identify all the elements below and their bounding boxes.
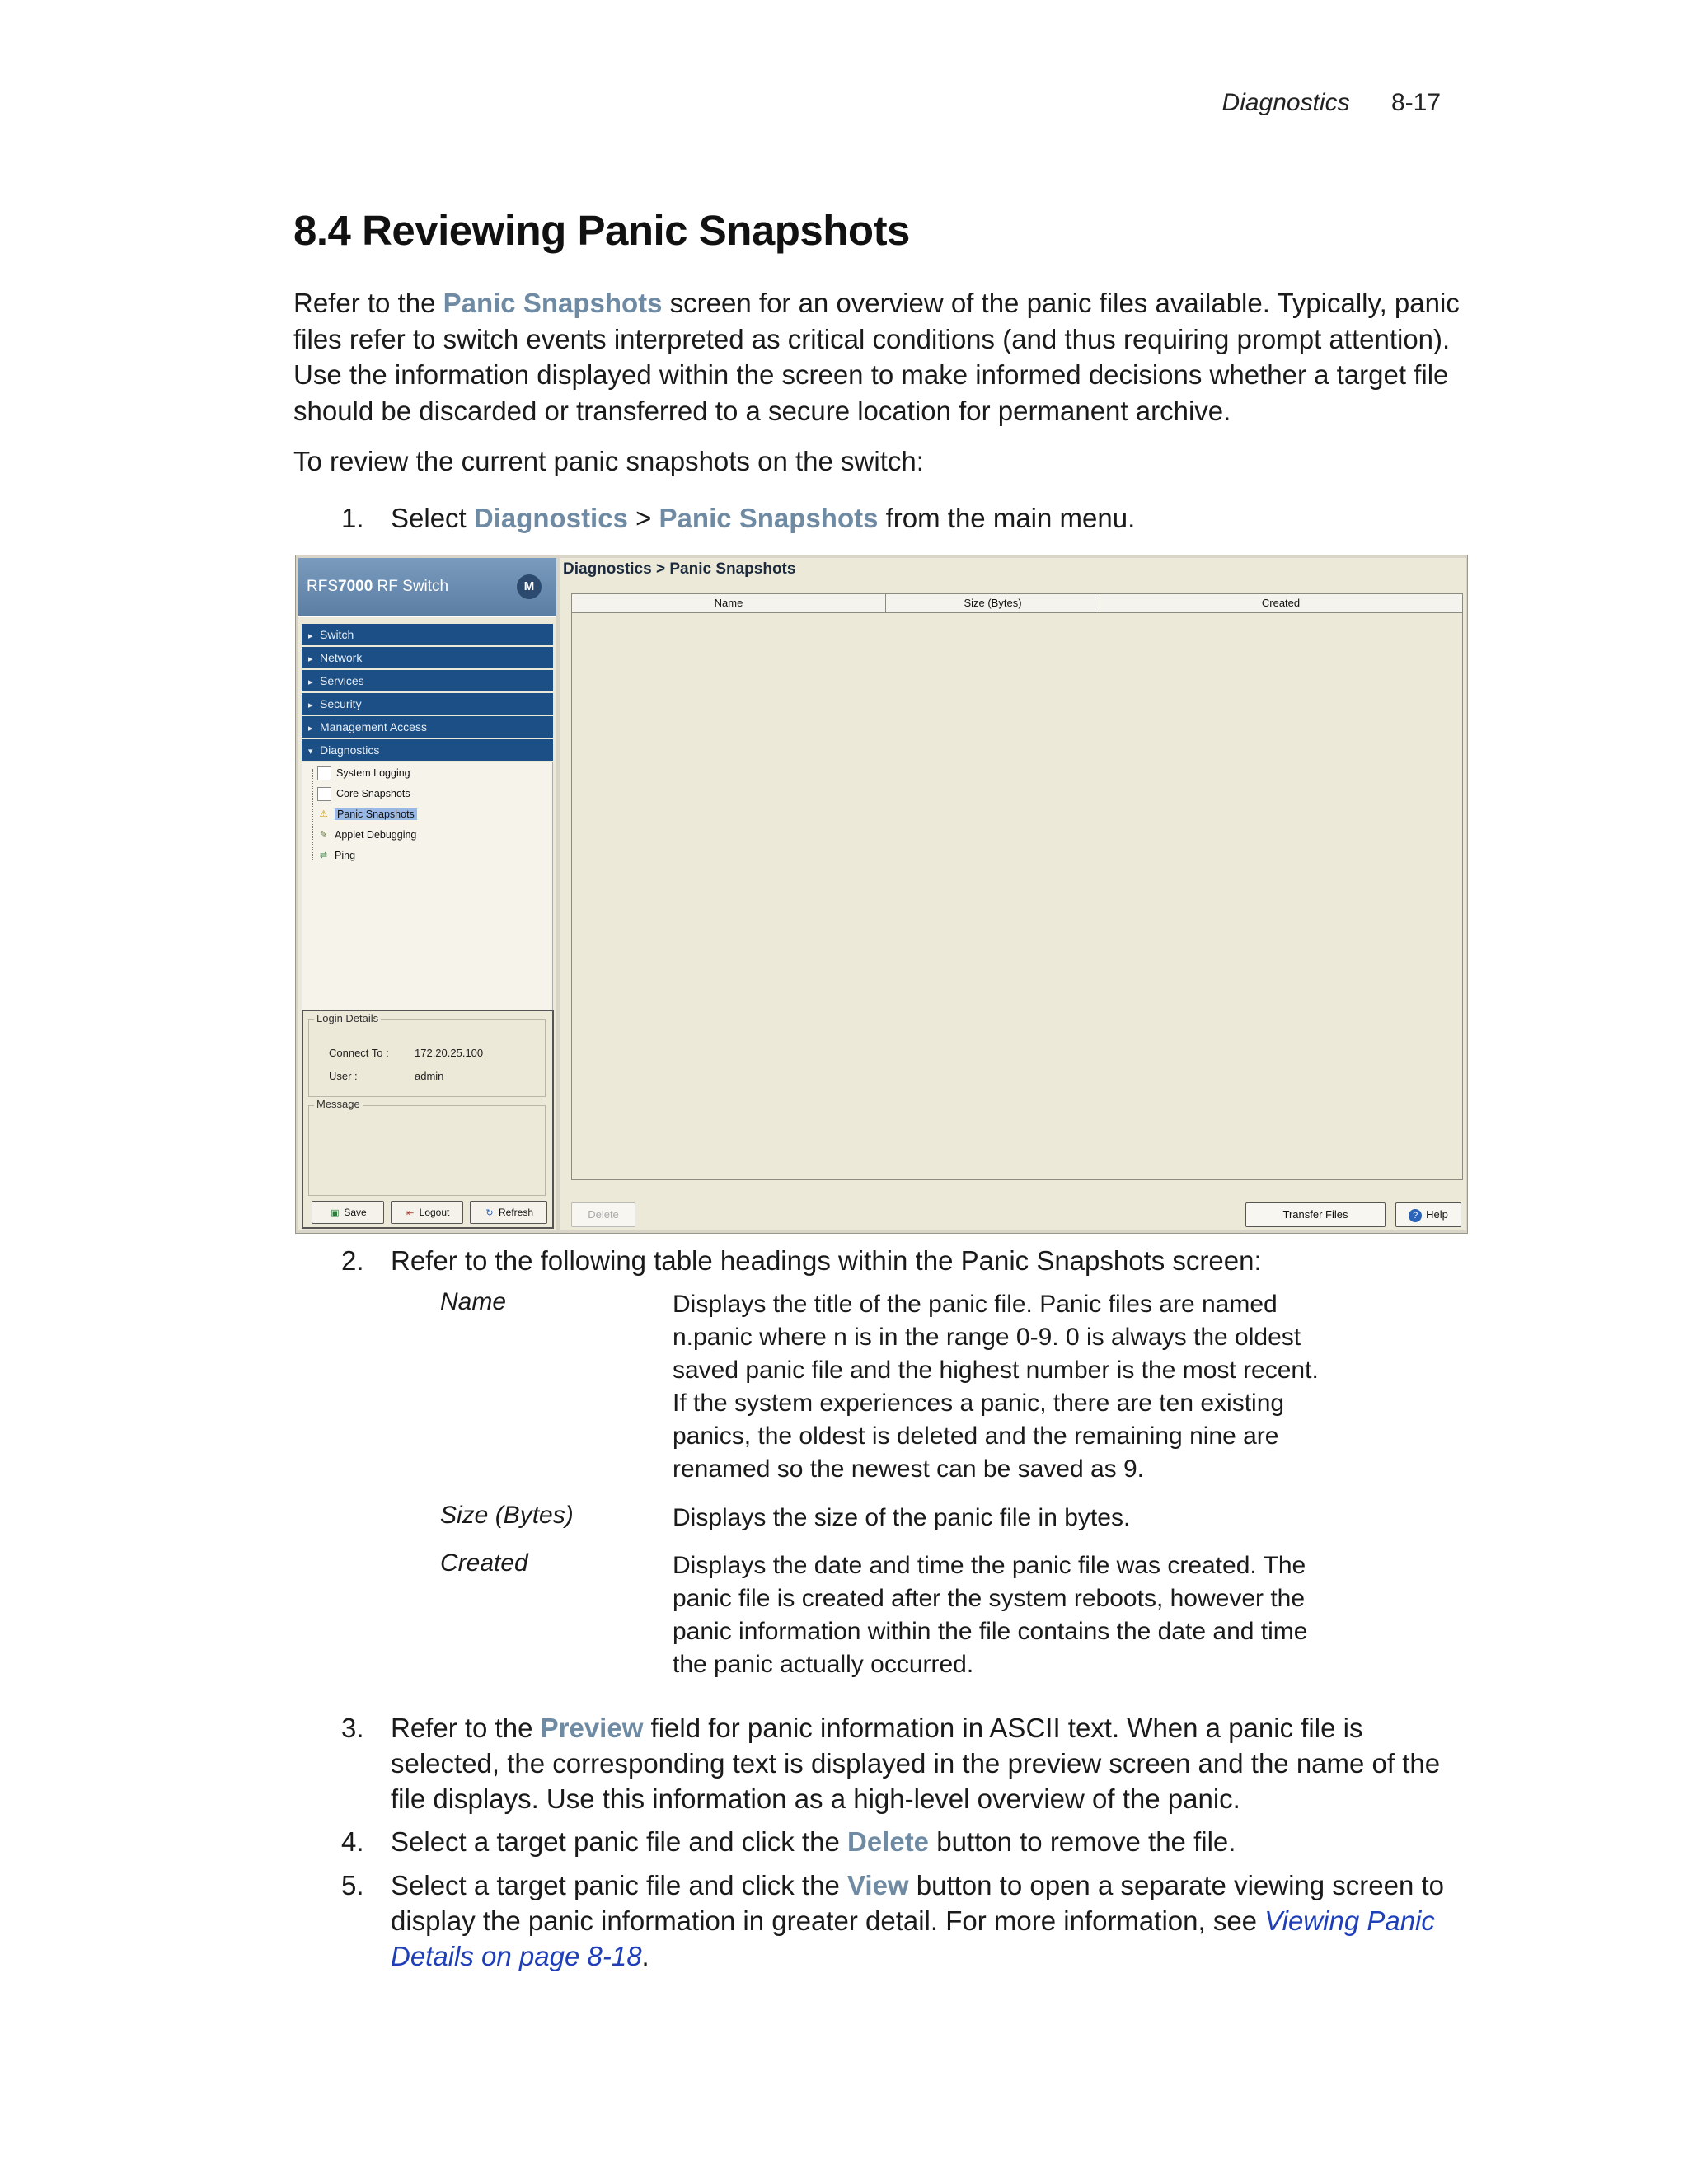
viewing-panic-details-link[interactable]: Viewing Panic Details on page 8-18 xyxy=(391,1905,1435,1971)
definition-desc-created: Displays the date and time the panic file was created. The panic file is created after the system reboots, however the panic information within the file contains the date and time the panic actually occurred. xyxy=(673,1552,1308,1678)
sidebar xyxy=(298,558,556,1230)
tree-connector xyxy=(312,769,314,860)
refresh-icon: ↻ xyxy=(485,1207,494,1218)
menu-item-diagnostics[interactable]: ▾ Diagnostics xyxy=(302,739,553,762)
login-details-group: Login Details Connect To : 172.20.25.100 User : admin xyxy=(308,1019,546,1097)
tree-item-core-snapshots[interactable]: Core Snapshots xyxy=(317,785,410,803)
intro-highlight: Panic Snapshots xyxy=(443,288,663,318)
column-size-bytes[interactable]: Size (Bytes) xyxy=(886,594,1100,612)
warning-icon: ⚠ xyxy=(319,809,328,820)
motorola-logo-icon: M xyxy=(517,574,542,599)
header-page-number: 8-17 xyxy=(1390,89,1441,116)
arrow-right-icon: ▸ xyxy=(308,724,313,733)
tree-item-system-logging[interactable]: System Logging xyxy=(317,764,410,782)
document-icon xyxy=(317,787,331,801)
delete-button[interactable]: Delete xyxy=(571,1202,635,1227)
intro-paragraph: Refer to the Panic Snapshots screen for an overview of the panic files available. Typically, panic files refer to switch events interpreted as critical conditions (and thus requiring prompt attention). Use the information displayed within the screen to make informed decisions whether a target file should be discarded or transferred to a secure location for permanent archive. xyxy=(293,288,1460,426)
menu-item-switch[interactable]: ▸ Switch xyxy=(302,624,553,647)
definition-desc-name: Displays the title of the panic file. Panic files are named n.panic where n is in the range 0-9. 0 is always the oldest saved panic file and the highest number is the most recent. If the system experiences a panic, there are ten existing panics, the oldest is deleted and the remaining nine are renamed so the newest can be saved as 9. xyxy=(673,1291,1319,1483)
definition-term-size: Size (Bytes) xyxy=(440,1502,574,1529)
logout-icon: ⇤ xyxy=(406,1207,415,1218)
main-panel xyxy=(560,558,1466,1230)
definition-term-created: Created xyxy=(440,1549,528,1577)
document-icon xyxy=(317,766,331,780)
arrow-right-icon: ▸ xyxy=(308,631,313,641)
panic-files-table xyxy=(571,593,1463,1180)
table-header xyxy=(572,594,1462,613)
breadcrumb: Diagnostics > Panic Snapshots xyxy=(563,560,796,578)
ping-icon: ⇄ xyxy=(319,851,328,861)
arrow-right-icon: ▸ xyxy=(308,701,313,710)
login-panel xyxy=(302,1010,554,1229)
page-title: 8.4 Reviewing Panic Snapshots xyxy=(293,207,910,254)
tree-item-applet-debugging[interactable]: ✎ Applet Debugging xyxy=(317,826,416,844)
arrow-down-icon: ▾ xyxy=(308,747,313,757)
menu-item-security[interactable]: ▸ Security xyxy=(302,693,553,716)
logout-button[interactable]: ⇤ Logout xyxy=(391,1201,463,1224)
message-group: Message xyxy=(308,1105,546,1196)
tools-icon: ✎ xyxy=(319,830,328,841)
brand-bar: RFS7000 RF Switch M xyxy=(298,558,556,617)
user-row: User : admin xyxy=(329,1070,444,1082)
menu-item-network[interactable]: ▸ Network xyxy=(302,647,553,670)
running-header xyxy=(1222,89,1441,117)
arrow-right-icon: ▸ xyxy=(308,654,313,664)
tree-item-ping[interactable]: ⇄ Ping xyxy=(317,846,355,865)
column-created[interactable]: Created xyxy=(1261,597,1301,609)
panic-snapshots-screenshot xyxy=(295,555,1468,1234)
save-icon: ▣ xyxy=(331,1207,340,1218)
tree-item-panic-snapshots[interactable]: ⚠ Panic Snapshots xyxy=(317,805,417,823)
definition-term-name: Name xyxy=(440,1288,507,1315)
help-button[interactable]: ? Help xyxy=(1395,1202,1461,1227)
column-name[interactable]: Name xyxy=(572,594,886,612)
main-menu xyxy=(302,624,553,762)
menu-item-management-access[interactable]: ▸ Management Access xyxy=(302,716,553,739)
save-button[interactable]: ▣ Save xyxy=(312,1201,384,1224)
arrow-right-icon: ▸ xyxy=(308,677,313,687)
diagnostics-tree xyxy=(302,762,553,1014)
help-icon: ? xyxy=(1409,1209,1422,1222)
connect-to-row: Connect To : 172.20.25.100 xyxy=(329,1047,484,1059)
refresh-button[interactable]: ↻ Refresh xyxy=(470,1201,547,1224)
menu-item-services[interactable]: ▸ Services xyxy=(302,670,553,693)
definition-desc-size: Displays the size of the panic file in bytes. xyxy=(673,1504,1131,1531)
header-section: Diagnostics xyxy=(1221,89,1350,116)
transfer-files-button[interactable]: Transfer Files xyxy=(1245,1202,1386,1227)
lead-sentence: To review the current panic snapshots on the switch: xyxy=(293,446,924,476)
